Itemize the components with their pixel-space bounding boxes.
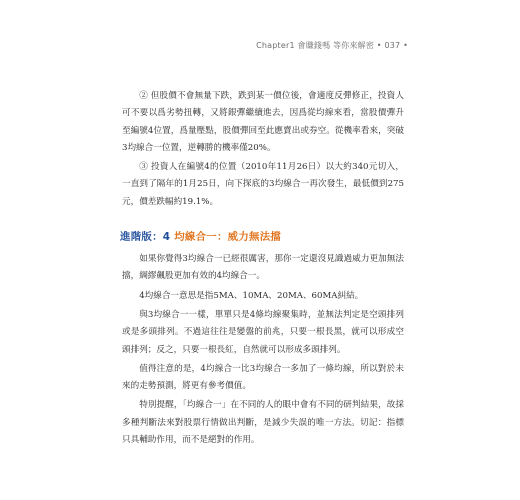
section-heading-number: 4 [162, 231, 171, 244]
section-heading [120, 229, 404, 245]
paragraph: 值得注意的是，4均線合一比3均線合一多加了一條均線，所以對於未來的走勢預測，將更有參考價值。 [122, 363, 404, 392]
paragraph: 4均線合一意思是指5MA、10MA、20MA、60MA糾結。 [139, 290, 364, 301]
paragraph: ③ 投資人在編號4的位置（2010年11月26日）以大約340元切入，一直到了隔年的1月25日，向下探底的3均線合一再次發生，最低價到275元，價差跌幅約19.1%。 [122, 162, 404, 207]
paragraph: 特別提醒，「均線合一」在不同的人的眼中會有不同的研判結果，故採多種判斷法來對股票行情做出判斷，是減少失誤的唯一方法。切記：指標只具輔助作用，而不是絕對的作用。 [122, 400, 404, 446]
section-gap [122, 211, 404, 229]
paragraph: 如果你覺得3均線合一已經很厲害，那你一定還沒見識過威力更加無法擋，綢繆飆股更加有效的4均線合一。 [122, 254, 404, 282]
running-header: Chapter1 會賺錢嗎 等你來解密 • 037 • [256, 41, 408, 50]
paragraph: 與3均線合一一樣，單單只是4條均線聚集時，並無法判定是空頭排列或是多頭排列。不過這往往是變盤的前兆，只要一根長黑，就可以形成空頭排列；反之，只要一根長紅，自然就可以形成多頭排列。 [122, 309, 404, 355]
section-heading-prefix: 進階版： [120, 231, 163, 244]
section-heading-title: 均線合一：威力無法擋 [174, 231, 282, 244]
page-body [122, 88, 404, 449]
paragraph: ② 但股價不會無量下跌，跌到某一價位後，會適度反彈修正，投資人可不要以爲劣勢扭轉，又將銀彈繼續進去，因爲從均線來看，當股價彈升至編號4位置，爲量壓點，股價彈回至此應賣出或券空。從機率看來，突破3均線合一位置，逆轉勝的機率僅20%。 [122, 91, 404, 153]
